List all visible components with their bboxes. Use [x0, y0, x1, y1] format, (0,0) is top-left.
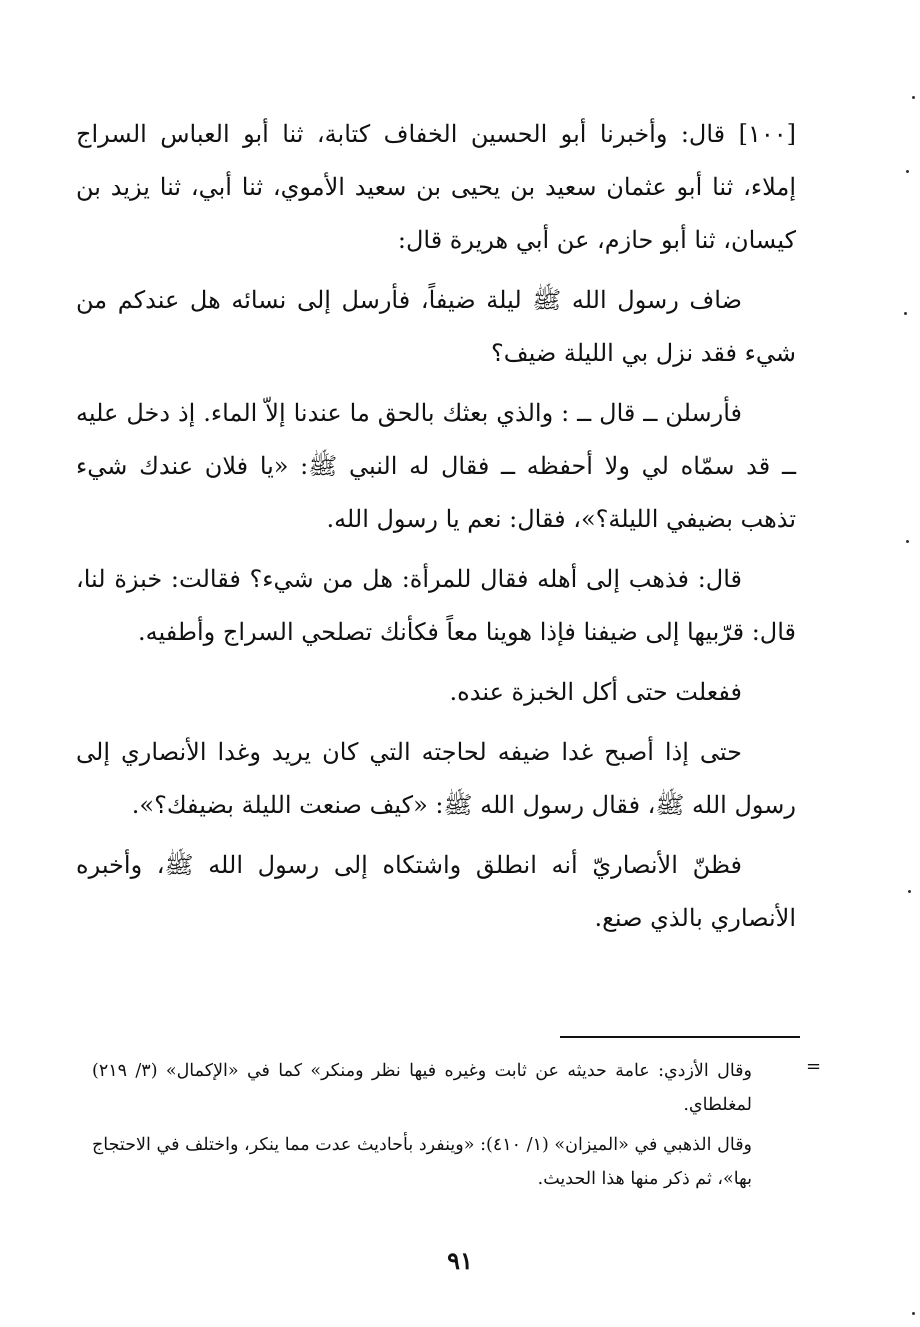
text-paragraph: فأرسلن ــ قال ــ : والذي بعثك بالحق ما عندنا إلاّ الماء. إذ دخل عليه ــ قد سمّاه لي ولا أحفظه ــ فقال له النبي ﷺ: «يا فلان عندك شيء تذهب بضيفي الليلة؟»، فقال: نعم يا رسول الله. — [76, 399, 797, 533]
margin-speck — [908, 890, 911, 893]
margin-speck — [912, 1312, 915, 1315]
text-paragraph: قال: فذهب إلى أهله فقال للمرأة: هل من شيء؟ فقالت: خبزة لنا، قال: قرّبيها إلى ضيفنا فإذا هوينا معاً فكأنك تصلحي السراج وأطفيه. — [76, 565, 796, 646]
page-number: ٩١ — [447, 1246, 473, 1275]
margin-speck — [906, 170, 909, 173]
footnotes — [92, 1054, 752, 1202]
margin-speck — [904, 312, 907, 315]
text-paragraph: فظنّ الأنصاريّ أنه انطلق واشتكاه إلى رسول الله ﷺ، وأخبره الأنصاري بالذي صنع. — [76, 851, 796, 932]
text-paragraph: حتى إذا أصبح غدا ضيفه لحاجته التي كان يريد وغدا الأنصاري إلى رسول الله ﷺ، فقال رسول الله ﷺ: «كيف صنعت الليلة بضيفك؟». — [76, 738, 796, 819]
hadith-chain-paragraph: [١٠٠] قال: وأخبرنا أبو الحسين الخفاف كتابة، ثنا أبو العباس السراج إملاء، ثنا أبو عثمان سعيد بن يحيى بن سعيد الأموي، ثنا أبي، ثنا يزيد بن كيسان، ثنا أبو حازم، عن أبي هريرة قال: — [76, 120, 796, 254]
footnote-continuation-mark: = — [806, 1056, 822, 1077]
margin-speck — [906, 540, 909, 543]
footnote-divider — [560, 1036, 800, 1038]
footnote-paragraph: وقال الأزدي: عامة حديثه عن ثابت وغيره فيها نظر ومنكر» كما في «الإكمال» (٣/ ٢١٩) لمغلطاي. — [92, 1061, 752, 1115]
text-paragraph: ففعلت حتى أكل الخبزة عنده. — [449, 678, 742, 706]
margin-speck — [912, 96, 915, 99]
footnote-paragraph: وقال الذهبي في «الميزان» (١/ ٤١٠): «وينفرد بأحاديث عدت مما ينكر، واختلف في الاحتجاج بها»، ثم ذكر منها هذا الحديث. — [92, 1135, 753, 1189]
text-paragraph: ضاف رسول الله ﷺ ليلة ضيفاً، فأرسل إلى نسائه هل عندكم من شيء فقد نزل بي الليلة ضيف؟ — [76, 286, 796, 367]
main-text — [76, 108, 796, 952]
